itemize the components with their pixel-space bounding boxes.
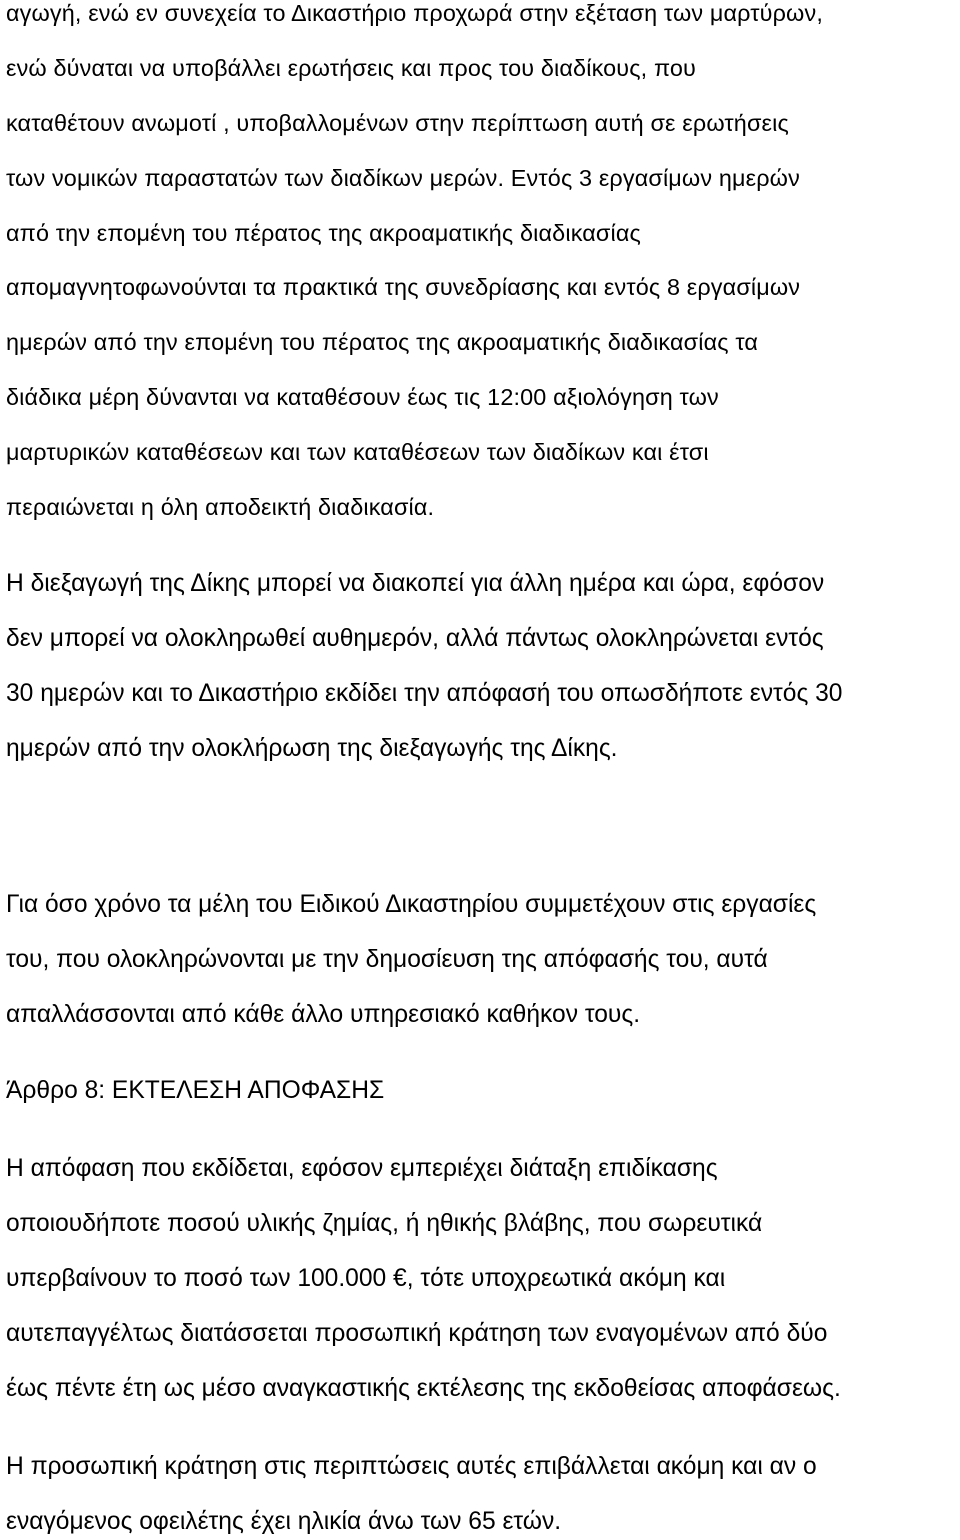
- text-line: οποιουδήποτε ποσού υλικής ζημίας, ή ηθικής βλάβης, που σωρευτικά: [6, 1210, 763, 1237]
- text-line: διάδικα μέρη δύνανται να καταθέσουν έως τις 12:00 αξιολόγηση των: [6, 384, 719, 410]
- text-line: αυτεπαγγέλτως διατάσσεται προσωπική κράτηση των εναγομένων από δύο: [6, 1320, 828, 1347]
- text-line: των νομικών παραστατών των διαδίκων μερών. Εντός 3 εργασίμων ημερών: [6, 165, 800, 191]
- text-line: Η διεξαγωγή της Δίκης μπορεί να διακοπεί για άλλη ημέρα και ώρα, εφόσον: [6, 570, 825, 597]
- text-line: 30 ημερών και το Δικαστήριο εκδίδει την απόφασή του οπωσδήποτε εντός 30: [6, 680, 843, 707]
- text-line: καταθέτουν ανωμοτί , υποβαλλομένων στην περίπτωση αυτή σε ερωτήσεις: [6, 110, 789, 136]
- text-line: υπερβαίνουν το ποσό των 100.000 €, τότε υποχρεωτικά ακόμη και: [6, 1265, 726, 1292]
- text-line: Η απόφαση που εκδίδεται, εφόσον εμπεριέχει διάταξη επιδίκασης: [6, 1155, 718, 1182]
- text-line: έως πέντε έτη ως μέσο αναγκαστικής εκτέλεσης της εκδοθείσας αποφάσεως.: [6, 1375, 841, 1402]
- text-line: Για όσο χρόνο τα μέλη του Ειδικού Δικαστηρίου συμμετέχουν στις εργασίες: [6, 891, 817, 918]
- text-line: δεν μπορεί να ολοκληρωθεί αυθημερόν, αλλά πάντως ολοκληρώνεται εντός: [6, 625, 824, 652]
- text-line: Η προσωπική κράτηση στις περιπτώσεις αυτές επιβάλλεται ακόμη και αν ο: [6, 1453, 817, 1480]
- text-line: από την επομένη του πέρατος της ακροαματικής διαδικασίας: [6, 220, 641, 246]
- text-line: ημερών από την ολοκλήρωση της διεξαγωγής της Δίκης.: [6, 735, 618, 762]
- section-heading: Άρθρο 8: ΕΚΤΕΛΕΣΗ ΑΠΟΦΑΣΗΣ: [6, 1077, 385, 1104]
- text-line: εναγόμενος οφειλέτης έχει ηλικία άνω των 65 ετών.: [6, 1508, 562, 1535]
- text-line: αγωγή, ενώ εν συνεχεία το Δικαστήριο προχωρά στην εξέταση των μαρτύρων,: [6, 0, 823, 26]
- text-line: απομαγνητοφωνούνται τα πρακτικά της συνεδρίασης και εντός 8 εργασίμων: [6, 274, 801, 300]
- text-line: απαλλάσσονται από κάθε άλλο υπηρεσιακό καθήκον τους.: [6, 1001, 641, 1028]
- text-line: μαρτυρικών καταθέσεων και των καταθέσεων των διαδίκων και έτσι: [6, 439, 709, 465]
- text-line: περαιώνεται η όλη αποδεικτή διαδικασία.: [6, 494, 435, 520]
- text-line: του, που ολοκληρώνονται με την δημοσίευση της απόφασής του, αυτά: [6, 946, 768, 973]
- text-line: ημερών από την επομένη του πέρατος της ακροαματικής διαδικασίας τα: [6, 329, 759, 355]
- text-line: ενώ δύναται να υποβάλλει ερωτήσεις και προς του διαδίκους, που: [6, 55, 697, 81]
